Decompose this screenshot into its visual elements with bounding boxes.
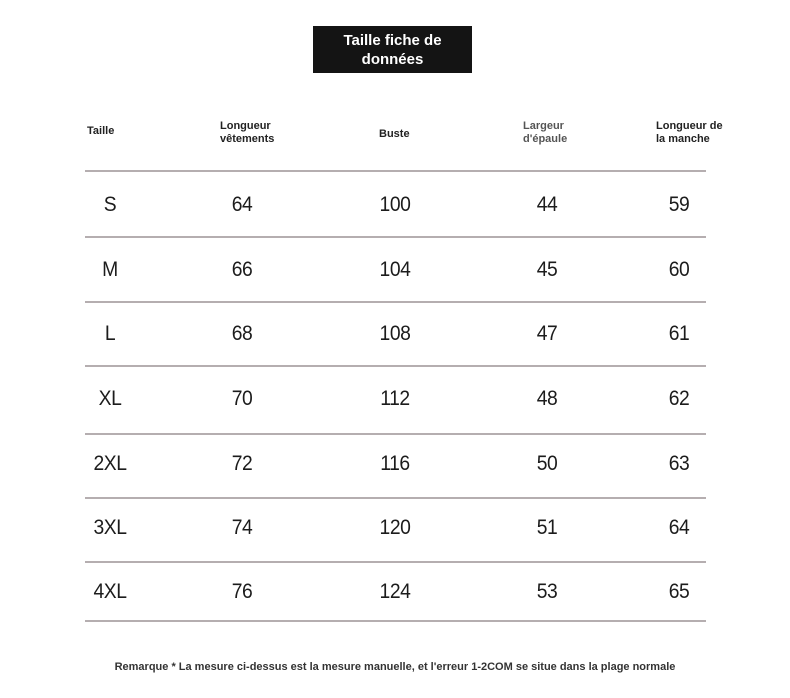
- cell-bust: 124: [379, 580, 411, 603]
- cell-bust: 112: [380, 387, 410, 410]
- chart-title: Taille fiche de données: [313, 26, 472, 73]
- cell-bust: 100: [379, 193, 411, 216]
- cell-size: 3XL: [93, 516, 127, 539]
- cell-length: 68: [231, 322, 253, 345]
- cell-size: XL: [98, 387, 122, 410]
- cell-bust: 108: [379, 322, 411, 345]
- row-divider: [85, 620, 706, 622]
- cell-bust: 104: [379, 258, 411, 281]
- row-divider: [85, 433, 706, 435]
- cell-length: 74: [231, 516, 253, 539]
- cell-bust: 116: [380, 452, 410, 475]
- cell-sleeve: 62: [668, 387, 690, 410]
- cell-sleeve: 59: [668, 193, 690, 216]
- cell-length: 76: [231, 580, 253, 603]
- cell-sleeve: 60: [668, 258, 690, 281]
- measurement-note: Remarque * La mesure ci-dessus est la mesure manuelle, et l'erreur 1-2COM se situe dans la plage normale: [114, 661, 676, 673]
- row-divider: [85, 561, 706, 563]
- cell-sleeve: 64: [668, 516, 690, 539]
- row-divider: [85, 497, 706, 499]
- cell-size: M: [102, 258, 118, 281]
- row-divider: [85, 365, 706, 367]
- cell-shoulder: 51: [536, 516, 558, 539]
- header-bust: Buste: [379, 128, 410, 140]
- cell-length: 72: [231, 452, 253, 475]
- cell-sleeve: 61: [668, 322, 690, 345]
- cell-length: 70: [231, 387, 253, 410]
- cell-shoulder: 53: [536, 580, 558, 603]
- cell-shoulder: 48: [536, 387, 558, 410]
- cell-size: L: [104, 322, 116, 345]
- header-size: Taille: [87, 125, 115, 137]
- row-divider: [85, 301, 706, 303]
- header-garment-length: Longueur vêtements: [220, 120, 275, 145]
- cell-sleeve: 65: [668, 580, 690, 603]
- cell-shoulder: 50: [536, 452, 558, 475]
- cell-size: S: [103, 193, 117, 216]
- cell-size: 4XL: [93, 580, 127, 603]
- cell-shoulder: 44: [536, 193, 558, 216]
- cell-size: 2XL: [93, 452, 127, 475]
- row-divider: [85, 170, 706, 172]
- cell-sleeve: 63: [668, 452, 690, 475]
- cell-bust: 120: [379, 516, 411, 539]
- cell-length: 64: [231, 193, 253, 216]
- header-sleeve-length: Longueur de la manche: [656, 120, 723, 145]
- cell-shoulder: 47: [536, 322, 558, 345]
- cell-length: 66: [231, 258, 253, 281]
- row-divider: [85, 236, 706, 238]
- header-shoulder-width: Largeur d'épaule: [523, 120, 568, 145]
- cell-shoulder: 45: [536, 258, 558, 281]
